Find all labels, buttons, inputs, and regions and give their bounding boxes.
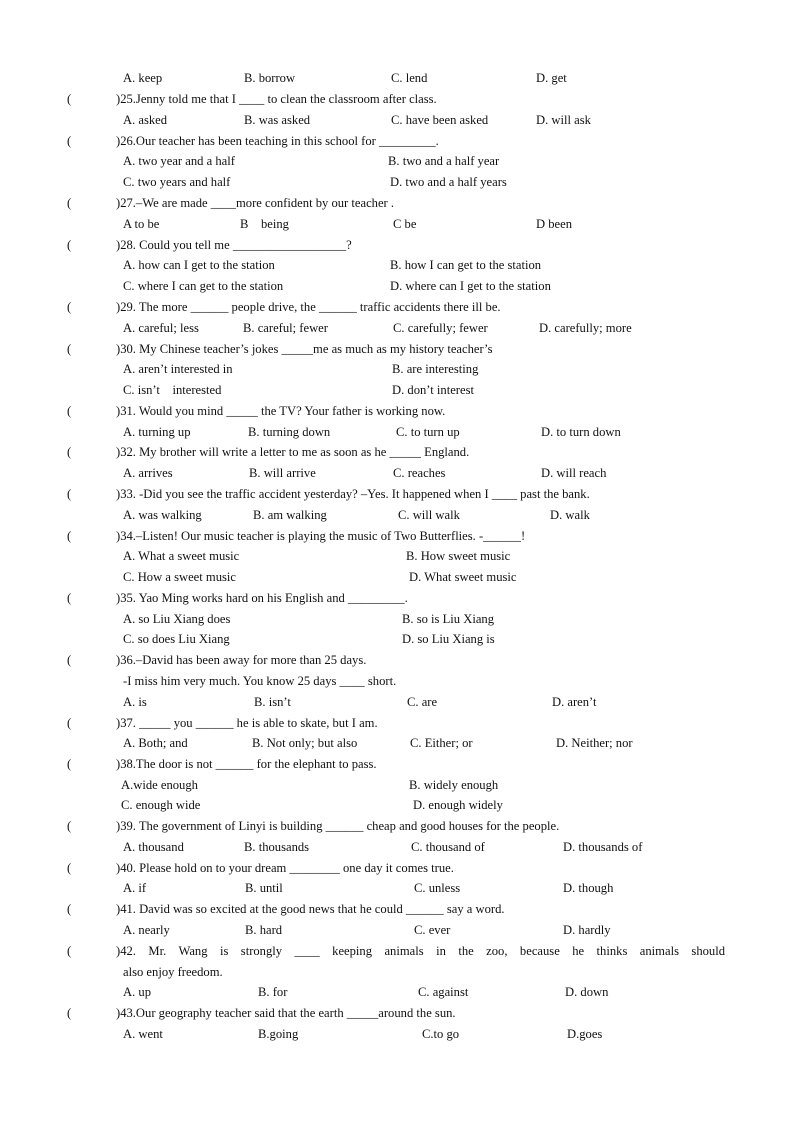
answer-paren-31: ( [67,404,72,418]
q38-option-a: A.wide enough [121,778,198,792]
option-c: C. lend [391,71,428,85]
q43-option-c: C.to go [422,1027,460,1041]
answer-paren-27: ( [67,196,72,210]
q36-option-d: D. aren’t [552,695,597,709]
question-31-stem: )31. Would you mind _____ the TV? Your father is working now. [116,404,446,418]
q32-option-b: B. will arrive [249,466,316,480]
q26-option-a: A. two year and a half [123,154,235,168]
answer-paren-38: ( [67,757,72,771]
q38-option-d: D. enough widely [413,798,503,812]
question-38-stem: )38.The door is not ______ for the elephant to pass. [116,757,377,771]
option-b: B. borrow [244,71,296,85]
answer-paren-37: ( [67,716,72,730]
q27-option-a: A to be [123,217,160,231]
answer-paren-34: ( [67,529,72,543]
q27-option-d: D been [536,217,573,231]
answer-paren-42: ( [67,944,72,958]
q28-option-a: A. how can I get to the station [123,258,275,272]
q31-option-b: B. turning down [248,425,331,439]
q30-option-c: C. isn’t interested [123,383,222,397]
q35-option-d: D. so Liu Xiang is [402,632,495,646]
q31-option-d: D. to turn down [541,425,621,439]
q25-option-a: A. asked [123,113,168,127]
question-37-stem: )37. _____ you ______ he is able to skate, but I am. [116,716,378,730]
q40-option-b: B. until [245,881,283,895]
q37-option-a: A. Both; and [123,736,188,750]
q33-option-a: A. was walking [123,508,202,522]
q36-option-b: B. isn’t [254,695,291,709]
q33-option-d: D. walk [550,508,590,522]
question-27-stem: )27.–We are made ____more confident by our teacher . [116,196,395,210]
q42-option-c: C. against [418,985,469,999]
q32-option-c: C. reaches [393,466,446,480]
q40-option-a: A. if [123,881,147,895]
q31-option-c: C. to turn up [396,425,460,439]
q33-option-b: B. am walking [253,508,327,522]
q32-option-d: D. will reach [541,466,607,480]
q29-option-d: D. carefully; more [539,321,632,335]
q34-option-d: D. What sweet music [409,570,517,584]
question-39-stem: )39. The government of Linyi is building ______ cheap and good houses for the people. [116,819,560,833]
answer-paren-41: ( [67,902,72,916]
q34-option-a: A. What a sweet music [123,549,240,563]
answer-paren-39: ( [67,819,72,833]
q34-option-b: B. How sweet music [406,549,511,563]
question-40-stem: )40. Please hold on to your dream ________ one day it comes true. [116,861,454,875]
question-26-stem: )26.Our teacher has been teaching in this school for _________. [116,134,439,148]
q30-option-d: D. don’t interest [392,383,474,397]
q41-option-c: C. ever [414,923,451,937]
q33-option-c: C. will walk [398,508,460,522]
question-36-stem: )36.–David has been away for more than 25 days. [116,653,367,667]
q36-option-a: A. is [123,695,147,709]
q30-option-a: A. aren’t interested in [123,362,233,376]
answer-paren-35: ( [67,591,72,605]
q26-option-d: D. two and a half years [390,175,507,189]
q41-option-b: B. hard [245,923,283,937]
q42-option-b: B. for [258,985,288,999]
question-30-stem: )30. My Chinese teacher’s jokes _____me as much as my history teacher’s [116,342,493,356]
question-32-stem: )32. My brother will write a letter to me as soon as he _____ England. [116,445,470,459]
q37-option-c: C. Either; or [410,736,473,750]
q25-option-c: C. have been asked [391,113,489,127]
question-28-stem: )28. Could you tell me __________________? [116,238,352,252]
q37-option-d: D. Neither; nor [556,736,633,750]
question-36-stem-line2: -I miss him very much. You know 25 days ____ short. [123,674,397,688]
q28-option-c: C. where I can get to the station [123,279,284,293]
q31-option-a: A. turning up [123,425,191,439]
question-42-stem-line2: also enjoy freedom. [123,965,223,979]
answer-paren-28: ( [67,238,72,252]
q34-option-c: C. How a sweet music [123,570,236,584]
q25-option-d: D. will ask [536,113,591,127]
q39-option-c: C. thousand of [411,840,485,854]
q41-option-a: A. nearly [123,923,170,937]
question-29-stem: )29. The more ______ people drive, the ______ traffic accidents there ill be. [116,300,501,314]
question-34-stem: )34.–Listen! Our music teacher is playing the music of Two Butterflies. -______! [116,529,526,543]
q38-option-c: C. enough wide [121,798,201,812]
q25-option-b: B. was asked [244,113,311,127]
answer-paren-32: ( [67,445,72,459]
question-43-stem: )43.Our geography teacher said that the earth _____around the sun. [116,1006,456,1020]
q35-option-b: B. so is Liu Xiang [402,612,495,626]
option-d: D. get [536,71,567,85]
answer-paren-36: ( [67,653,72,667]
q39-option-d: D. thousands of [563,840,643,854]
q39-option-a: A. thousand [123,840,184,854]
q35-option-a: A. so Liu Xiang does [123,612,231,626]
q26-option-b: B. two and a half year [388,154,500,168]
q27-option-b: B being [240,217,289,231]
q39-option-b: B. thousands [244,840,310,854]
q42-option-d: D. down [565,985,609,999]
answer-paren-30: ( [67,342,72,356]
q40-option-c: C. unless [414,881,461,895]
q27-option-c: C be [393,217,417,231]
question-35-stem: )35. Yao Ming works hard on his English and _________. [116,591,408,605]
q29-option-c: C. carefully; fewer [393,321,488,335]
q36-option-c: C. are [407,695,438,709]
q28-option-b: B. how I can get to the station [390,258,542,272]
q30-option-b: B. are interesting [392,362,479,376]
answer-paren-25: ( [67,92,72,106]
q35-option-c: C. so does Liu Xiang [123,632,230,646]
answer-paren-40: ( [67,861,72,875]
answer-paren-26: ( [67,134,72,148]
q29-option-b: B. careful; fewer [243,321,328,335]
q43-option-a: A. went [123,1027,163,1041]
answer-paren-33: ( [67,487,72,501]
q42-option-a: A. up [123,985,151,999]
q37-option-b: B. Not only; but also [252,736,358,750]
q43-option-d: D.goes [567,1027,603,1041]
option-a: A. keep [123,71,163,85]
question-25-stem: )25.Jenny told me that I ____ to clean the classroom after class. [116,92,437,106]
q26-option-c: C. two years and half [123,175,231,189]
question-42-stem: )42. Mr. Wang is strongly ____ keeping animals in the zoo, because he thinks animals should [116,944,725,958]
question-41-stem: )41. David was so excited at the good news that he could ______ say a word. [116,902,505,916]
q40-option-d: D. though [563,881,614,895]
q43-option-b: B.going [258,1027,299,1041]
q29-option-a: A. careful; less [123,321,199,335]
answer-paren-43: ( [67,1006,72,1020]
q32-option-a: A. arrives [123,466,173,480]
q38-option-b: B. widely enough [409,778,499,792]
answer-paren-29: ( [67,300,72,314]
q28-option-d: D. where can I get to the station [390,279,551,293]
q41-option-d: D. hardly [563,923,611,937]
question-33-stem: )33. -Did you see the traffic accident yesterday? –Yes. It happened when I ____ past the bank. [116,487,590,501]
